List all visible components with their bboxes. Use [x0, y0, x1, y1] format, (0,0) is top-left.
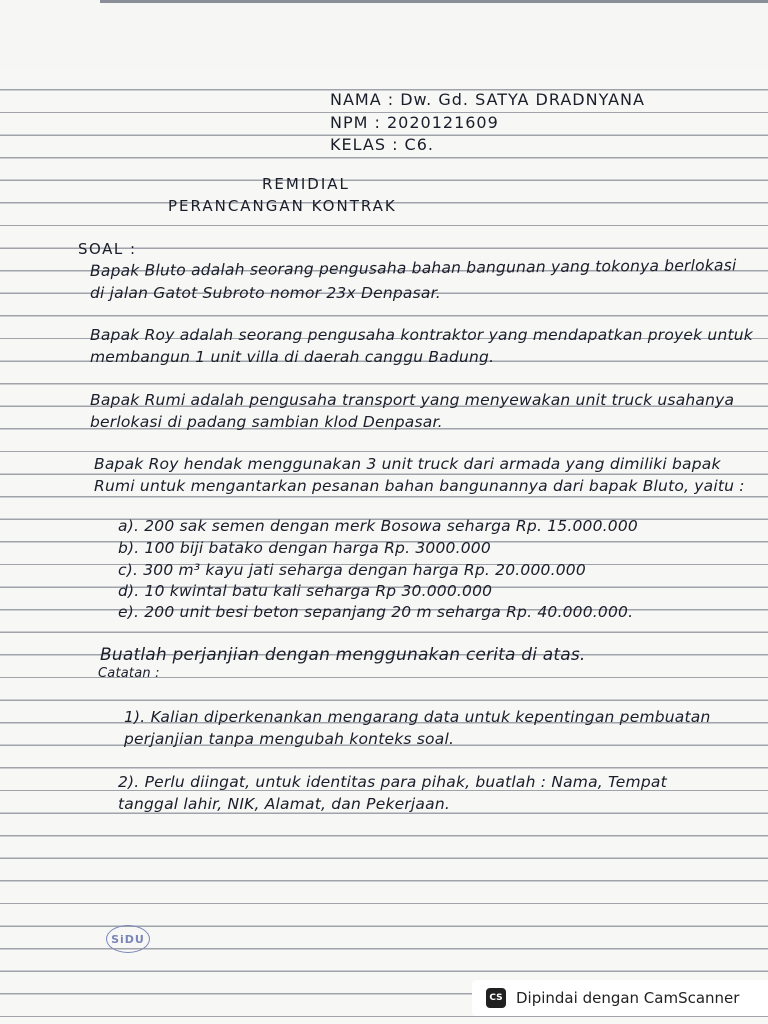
paragraph-bluto-line1: Bapak Bluto adalah seorang pengusaha bahan bangunan yang tokonya berlokasi — [89, 256, 737, 280]
student-class: KELAS : C6. — [330, 135, 434, 154]
student-name: NAMA : Dw. Gd. SATYA DRADNYANA — [330, 90, 645, 109]
title-course: PERANCANGAN KONTRAK — [168, 197, 397, 215]
item-c: c). 300 m³ kayu jati seharga dengan harga Rp. 20.000.000 — [118, 561, 586, 579]
paragraph-rumi-line1: Bapak Rumi adalah pengusaha transport yang menyewakan unit truck usahanya — [90, 391, 735, 409]
catatan-label: Catatan : — [98, 666, 160, 681]
student-npm: NPM : 2020121609 — [330, 113, 499, 132]
instruction: Buatlah perjanjian dengan menggunakan cerita di atas. — [100, 645, 586, 665]
soal-label: SOAL : — [78, 240, 137, 258]
note-2-line1: 2). Perlu diingat, untuk identitas para pihak, buatlah : Nama, Tempat — [118, 773, 667, 791]
paragraph-bluto-line2: di jalan Gatot Subroto nomor 23x Denpasar. — [90, 284, 441, 302]
camscanner-watermark — [472, 980, 768, 1016]
note-1-line2: perjanjian tanpa mengubah konteks soal. — [124, 730, 455, 748]
item-e: e). 200 unit besi beton sepanjang 20 m seharga Rp. 40.000.000. — [118, 603, 634, 621]
note-1-line1: 1). Kalian diperkenankan mengarang data untuk kepentingan pembuatan — [124, 708, 711, 726]
paragraph-roy-line1: Bapak Roy adalah seorang pengusaha kontraktor yang mendapatkan proyek untuk — [90, 326, 753, 344]
paragraph-roy-line2: membangun 1 unit villa di daerah canggu Badung. — [90, 348, 495, 366]
item-b: b). 100 biji batako dengan harga Rp. 3000.000 — [118, 539, 491, 557]
sidu-stamp-text: SiDU — [111, 932, 145, 946]
camscanner-logo-icon: CS — [486, 988, 506, 1008]
paragraph-request-line1: Bapak Roy hendak menggunakan 3 unit truck dari armada yang dimiliki bapak — [94, 455, 721, 473]
title-remidial: REMIDIAL — [262, 175, 350, 193]
page-edge-rule — [100, 0, 768, 3]
page-top-margin — [0, 0, 768, 70]
item-d: d). 10 kwintal batu kali seharga Rp 30.000.000 — [118, 582, 493, 600]
paragraph-rumi-line2: berlokasi di padang sambian klod Denpasar. — [90, 413, 443, 431]
item-a: a). 200 sak semen dengan merk Bosowa seharga Rp. 15.000.000 — [118, 517, 638, 535]
note-2-line2: tanggal lahir, NIK, Alamat, dan Pekerjaan. — [118, 795, 450, 813]
paragraph-request-line2: Rumi untuk mengantarkan pesanan bahan bangunannya dari bapak Bluto, yaitu : — [94, 477, 745, 495]
sidu-stamp-logo — [106, 925, 150, 953]
camscanner-text: Dipindai dengan CamScanner — [516, 989, 740, 1007]
